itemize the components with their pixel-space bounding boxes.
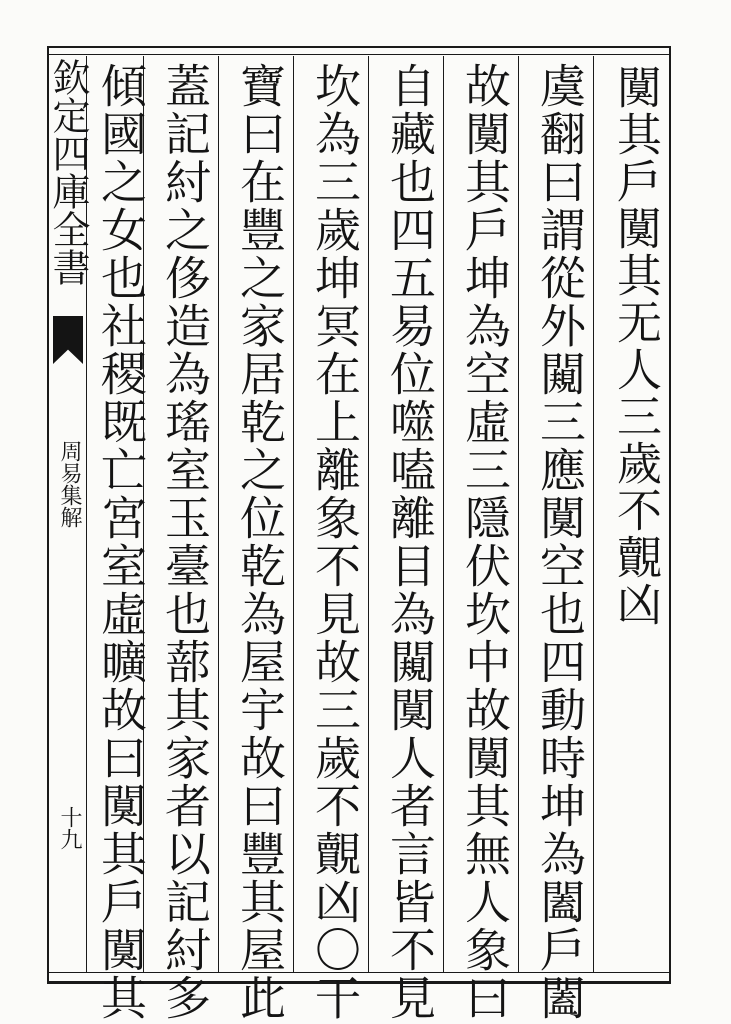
text-column-3: 故闃其戶坤為空虛三隱伏坎中故闃其無人象曰 — [458, 62, 512, 1022]
margin-series-title: 欽定四庫全書 — [46, 58, 90, 286]
text-column-5: 坎為三歲坤冥在上離象不見故三歲不覿凶〇干 — [308, 62, 362, 1022]
text-column-2: 虞翻曰謂從外闚三應闃空也四動時坤為闔戶闔 — [533, 62, 587, 1022]
margin-page-number: 十九 — [57, 806, 82, 850]
column-divider — [593, 56, 594, 972]
column-divider — [218, 56, 219, 972]
frame-inner-top-rule — [47, 54, 671, 55]
column-divider — [293, 56, 294, 972]
column-divider — [368, 56, 369, 972]
text-column-8: 傾國之女也社稷既亡宮室虛曠故曰闃其戶闃其 — [94, 62, 148, 1022]
text-column-6: 寶曰在豐之家居乾之位乾為屋宇故曰豐其屋此 — [233, 62, 287, 1022]
text-column-1: 闃其戶闃其无人三歲不覿凶 — [609, 64, 662, 628]
column-divider — [443, 56, 444, 972]
column-divider — [518, 56, 519, 972]
margin-book-name: 周易集解 — [57, 440, 82, 528]
text-column-7: 蓋記紂之侈造為瑤室玉臺也蔀其家者以記紂多 — [158, 62, 212, 1022]
text-column-4: 自藏也四五易位噬嗑離目為闚闃人者言皆不見 — [383, 62, 437, 1022]
